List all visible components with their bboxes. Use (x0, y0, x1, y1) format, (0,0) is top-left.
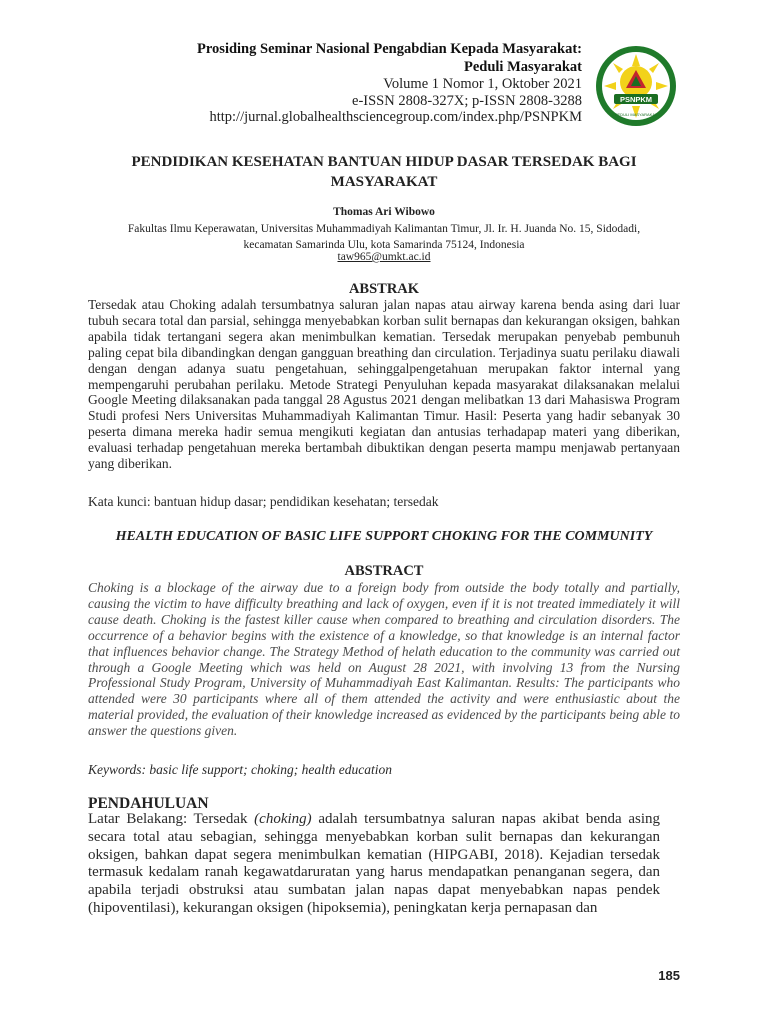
pendahuluan-heading: PENDAHULUAN (88, 795, 209, 812)
page-number: 185 (658, 968, 680, 983)
pendahuluan-text (88, 811, 660, 918)
pendahuluan-body: adalah tersumbatnya saluran napas akibat benda asing secara total atau sebagian, sehingga menyebabkan korban sulit bernapas dan kekurangan oksigen, bahkan dapat segera menimbulkan kematian (HIPGABI, 2018). Kejadian tersedak termasuk kedalam ranah kegawatdaruratan yang harus mendapatkan penanganan segera, dan apabila terjadi obstruksi atau sumbatan jalan napas dapat menyebabkan napas pendek (hipoventilasi), kekurangan oksigen (hipoksemia), peningkatan kerja pernapasan dan (88, 811, 661, 916)
svg-text:PSNPKM: PSNPKM (619, 95, 653, 104)
abstrak-heading: ABSTRAK (348, 281, 420, 297)
author-email-link[interactable]: taw965@umkt.ac.id (337, 251, 431, 263)
abstract-heading: ABSTRACT (344, 563, 424, 579)
affiliation-line2: kecamatan Samarinda Ulu, kota Samarinda 75124, Indonesia (243, 239, 525, 251)
journal-url[interactable]: http://jurnal.globalhealthsciencegroup.com/index.php/PSNPKM (209, 109, 582, 125)
author-affiliation (60, 221, 708, 253)
author-name: Thomas Ari Wibowo (333, 206, 435, 218)
journal-name-line2: Peduli Masyarakat (463, 59, 582, 75)
psnpkm-logo-icon (594, 44, 678, 128)
pendahuluan-lead: Latar Belakang: Tersedak (88, 811, 255, 827)
volume-info: Volume 1 Nomor 1, Oktober 2021 (383, 76, 582, 92)
kata-kunci: Kata kunci: bantuan hidup dasar; pendidikan kesehatan; tersedak (88, 494, 439, 509)
article-title-line1: PENDIDIKAN KESEHATAN BANTUAN HIDUP DASAR TERSEDAK BAGI (131, 154, 637, 170)
keywords: Keywords: basic life support; choking; health education (88, 762, 392, 777)
journal-header (150, 40, 582, 126)
abstract-text: Choking is a blockage of the airway due to a foreign body from outside the body totally and partially, causing the victim to have difficulty breathing and lack of oxygen, even if it is not treated immediately it will cause death. Choking is the fastest killer cause when compared to breathing and circulation disorders. The occurrence of a behavior begins with the existence of a knowledge, so that knowledge is an internal factor that influences behavior change. The Strategy Method of helath education to the community was carried out through a Google Meeting which was held on August 28 2021, with involving 13 from the Nursing Professional Study Program, University of Muhammadiyah East Kalimantan. Results: The participants who attended were 30 participants where all of them attended the activity and were enthusiastic about the material provided, the evaluation of their knowledge increased as evidenced by the participants being able to answer the questions given. (88, 580, 680, 739)
article-title-line2: MASYARAKAT (330, 174, 438, 190)
affiliation-line1: Fakultas Ilmu Keperawatan, Universitas Muhammadiyah Kalimantan Timur, Jl. Ir. H. Juanda No. 15, Sidodadi, (127, 223, 641, 235)
author-email (60, 251, 708, 263)
journal-name-line1: Prosiding Seminar Nasional Pengabdian Kepada Masyarakat: (197, 41, 582, 57)
abstrak-text: Tersedak atau Choking adalah tersumbatnya saluran jalan napas atau airway karena benda asing dari luar tubuh secara total dan parsial, sehingga menyebabkan korban sulit bernapas dan kekurangan oksigen, bahkan apabila tidak tertangani segera akan menimbulkan kematian. Tersedak merupakan penyebab pembunuh paling cepat bila dibandingkan dengan gangguan breathing dan circulation. Terjadinya suatu perilaku diawali dengan dengan adanya suatu pengetahuan, sehinggalpengetahuan merupakan faktor internal yang mempengaruhi perubahan perilaku. Metode Strategi Penyuluhan kepada masyarakat dilaksanakan melalui Google Meeting dilaksanakan pada tanggal 28 Agustus 2021 dengan melibatkan 13 dari Mahasiswa Program Studi profesi Ners Universitas Muhammadiyah Kalimantan Timur. Hasil: Peserta yang hadir sebanyak 30 peserta dimana mereka hadir semua mengikuti kegiatan dan antusias terhadapap materi yang diberikan, evaluasi terhadap pengetahuan mereka bertambah dibuktikan dengan peserta mampu menjawab pertanyaan yang diberikan. (88, 297, 680, 472)
article-title (100, 152, 668, 192)
issn-info: e-ISSN 2808-327X; p-ISSN 2808-3288 (352, 92, 582, 109)
svg-text:PEDULI MASYARAKAT: PEDULI MASYARAKAT (614, 112, 658, 117)
choking-term: (choking) (254, 811, 312, 827)
english-title: HEALTH EDUCATION OF BASIC LIFE SUPPORT CHOKING FOR THE COMMUNITY (115, 529, 653, 544)
